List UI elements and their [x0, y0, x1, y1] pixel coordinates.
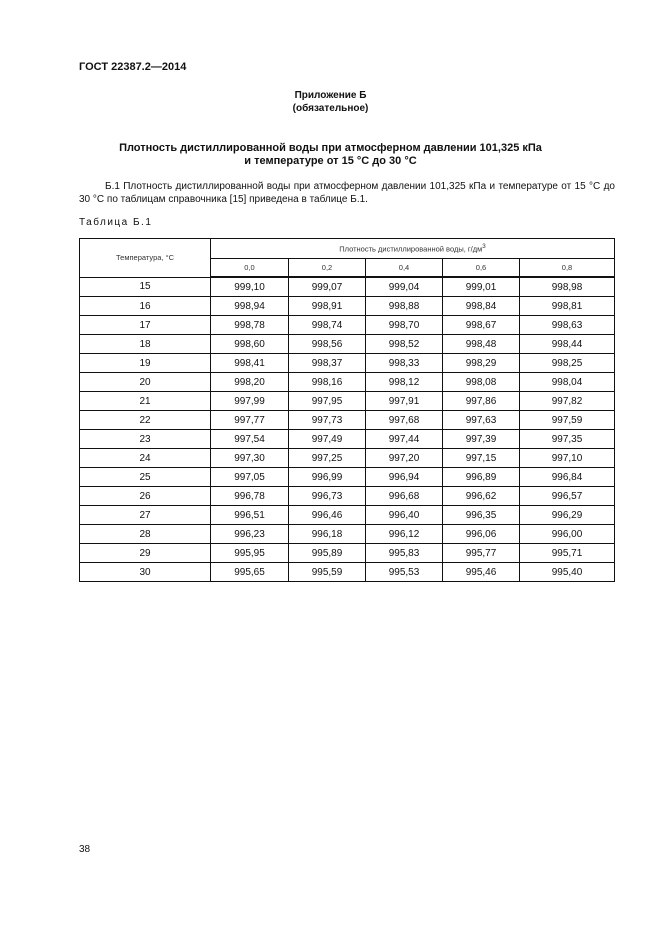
density-cell: 998,94	[211, 297, 289, 316]
density-cell: 996,46	[289, 506, 366, 525]
table-row	[80, 468, 615, 487]
density-cell: 996,00	[520, 525, 615, 544]
density-cell: 996,18	[289, 525, 366, 544]
density-cell: 998,63	[520, 316, 615, 335]
density-cell: 997,68	[366, 411, 443, 430]
density-cell: 996,78	[211, 487, 289, 506]
column-header: 0,4	[366, 259, 443, 278]
density-cell: 995,59	[289, 563, 366, 582]
density-cell: 997,35	[520, 430, 615, 449]
density-cell: 997,39	[443, 430, 520, 449]
density-cell: 998,08	[443, 373, 520, 392]
appendix-subtitle: (обязательное)	[292, 103, 369, 114]
density-cell: 998,33	[366, 354, 443, 373]
table-row	[80, 373, 615, 392]
temperature-cell: 30	[80, 563, 211, 582]
density-header	[211, 239, 615, 259]
density-cell: 997,30	[211, 449, 289, 468]
density-cell: 998,52	[366, 335, 443, 354]
document-id: ГОСТ 22387.2—2014	[79, 61, 187, 73]
column-header: 0,8	[520, 259, 615, 278]
page-number: 38	[79, 844, 91, 855]
table-row	[80, 563, 615, 582]
density-cell: 998,44	[520, 335, 615, 354]
density-cell: 996,35	[443, 506, 520, 525]
density-cell: 998,84	[443, 297, 520, 316]
density-cell: 998,16	[289, 373, 366, 392]
density-cell: 997,05	[211, 468, 289, 487]
density-cell: 996,23	[211, 525, 289, 544]
table-row	[80, 506, 615, 525]
density-cell: 995,46	[443, 563, 520, 582]
density-cell: 997,73	[289, 411, 366, 430]
density-cell: 995,71	[520, 544, 615, 563]
density-cell: 998,25	[520, 354, 615, 373]
density-cell: 995,53	[366, 563, 443, 582]
temperature-cell: 18	[80, 335, 211, 354]
density-cell: 999,10	[211, 277, 289, 297]
temperature-cell: 22	[80, 411, 211, 430]
density-cell: 996,62	[443, 487, 520, 506]
section-heading-line1: Плотность дистиллированной воды при атмосферном давлении 101,325 кПа	[119, 142, 542, 154]
table-row	[80, 430, 615, 449]
density-cell: 997,25	[289, 449, 366, 468]
density-cell: 998,41	[211, 354, 289, 373]
density-cell: 996,89	[443, 468, 520, 487]
table-caption: Таблица Б.1	[79, 217, 153, 228]
table-row	[80, 411, 615, 430]
density-cell: 996,29	[520, 506, 615, 525]
table-row	[80, 487, 615, 506]
temperature-cell: 19	[80, 354, 211, 373]
density-table	[79, 238, 615, 582]
density-cell: 998,12	[366, 373, 443, 392]
density-cell: 998,56	[289, 335, 366, 354]
temperature-cell: 16	[80, 297, 211, 316]
density-cell: 997,49	[289, 430, 366, 449]
density-cell: 997,10	[520, 449, 615, 468]
density-cell: 998,78	[211, 316, 289, 335]
column-header: 0,0	[211, 259, 289, 278]
temperature-cell: 17	[80, 316, 211, 335]
table-row	[80, 316, 615, 335]
table-row	[80, 354, 615, 373]
temperature-cell: 25	[80, 468, 211, 487]
density-cell: 996,94	[366, 468, 443, 487]
density-cell: 995,77	[443, 544, 520, 563]
density-cell: 998,81	[520, 297, 615, 316]
density-cell: 997,59	[520, 411, 615, 430]
density-cell: 995,95	[211, 544, 289, 563]
density-cell: 997,82	[520, 392, 615, 411]
density-cell: 999,07	[289, 277, 366, 297]
table-row	[80, 277, 615, 297]
density-cell: 996,12	[366, 525, 443, 544]
density-cell: 998,20	[211, 373, 289, 392]
density-cell: 996,73	[289, 487, 366, 506]
density-cell: 999,01	[443, 277, 520, 297]
temperature-cell: 26	[80, 487, 211, 506]
body-paragraph: Б.1 Плотность дистиллированной воды при атмосферном давлении 101,325 кПа и температуре от 15 °С до 30 °С по таблицам справочника [15] приведена в таблице Б.1.	[79, 181, 615, 205]
density-cell: 997,95	[289, 392, 366, 411]
density-cell: 998,98	[520, 277, 615, 297]
density-cell: 998,67	[443, 316, 520, 335]
temperature-header: Температура, °С	[80, 239, 211, 278]
table-row	[80, 392, 615, 411]
temperature-cell: 24	[80, 449, 211, 468]
temperature-cell: 29	[80, 544, 211, 563]
density-cell: 996,40	[366, 506, 443, 525]
density-cell: 998,88	[366, 297, 443, 316]
table-row	[80, 335, 615, 354]
column-header: 0,2	[289, 259, 366, 278]
density-header-sup: 3	[482, 243, 486, 251]
density-cell: 998,37	[289, 354, 366, 373]
table-row	[80, 544, 615, 563]
density-cell: 998,70	[366, 316, 443, 335]
appendix-title: Приложение Б	[294, 90, 367, 101]
density-cell: 998,91	[289, 297, 366, 316]
temperature-cell: 21	[80, 392, 211, 411]
density-cell: 999,04	[366, 277, 443, 297]
density-cell: 996,06	[443, 525, 520, 544]
table-row	[80, 449, 615, 468]
density-cell: 998,04	[520, 373, 615, 392]
density-cell: 995,40	[520, 563, 615, 582]
density-cell: 997,54	[211, 430, 289, 449]
density-cell: 996,84	[520, 468, 615, 487]
density-cell: 997,99	[211, 392, 289, 411]
density-cell: 998,74	[289, 316, 366, 335]
density-header-text: Плотность дистиллированной воды, г/дм	[339, 244, 483, 254]
density-cell: 997,15	[443, 449, 520, 468]
density-cell: 997,44	[366, 430, 443, 449]
density-cell: 998,60	[211, 335, 289, 354]
temperature-cell: 15	[80, 277, 211, 297]
density-cell: 998,48	[443, 335, 520, 354]
density-cell: 995,89	[289, 544, 366, 563]
density-cell: 995,65	[211, 563, 289, 582]
temperature-cell: 20	[80, 373, 211, 392]
table-row	[80, 297, 615, 316]
density-cell: 998,29	[443, 354, 520, 373]
table-row	[80, 525, 615, 544]
density-cell: 996,99	[289, 468, 366, 487]
density-cell: 996,51	[211, 506, 289, 525]
density-cell: 997,91	[366, 392, 443, 411]
density-cell: 997,86	[443, 392, 520, 411]
section-heading-line2: и температуре от 15 °С до 30 °С	[244, 155, 417, 167]
column-header: 0,6	[443, 259, 520, 278]
temperature-cell: 23	[80, 430, 211, 449]
density-cell: 997,63	[443, 411, 520, 430]
density-cell: 996,68	[366, 487, 443, 506]
temperature-cell: 27	[80, 506, 211, 525]
temperature-cell: 28	[80, 525, 211, 544]
density-cell: 996,57	[520, 487, 615, 506]
density-cell: 997,77	[211, 411, 289, 430]
density-cell: 997,20	[366, 449, 443, 468]
density-cell: 995,83	[366, 544, 443, 563]
